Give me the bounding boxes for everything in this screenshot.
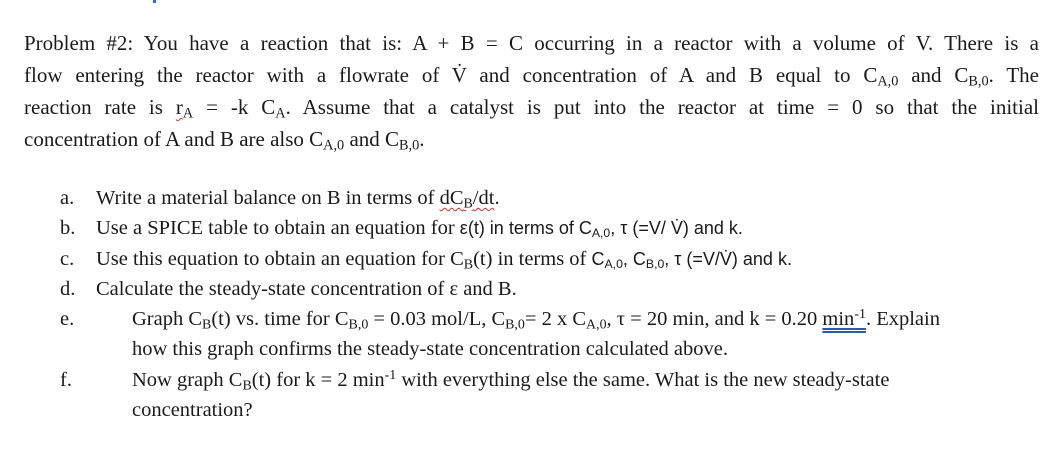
item-text: Write a material balance on B in terms of $dC_B/dt$. [96, 187, 500, 212]
problem-line-3: reaction rate is $r_A = -k$ $C_A$. Assume that a catalyst is put into the reactor at time = 0 so that the initial [24, 95, 1039, 122]
list-item [60, 274, 1050, 304]
item-marker: d. [60, 277, 76, 300]
list-item [60, 304, 1050, 365]
item-text: Calculate the steady-state concentration of ε and B. [96, 277, 517, 300]
blue-dot-mark [153, 0, 156, 3]
item-marker: a. [60, 187, 75, 209]
problem-line-2: flow entering the reactor with a flowrate of V̇ and concentration of A and B equal to $C_{A,0}$ and $C_{B,0}$. The [24, 63, 1039, 90]
item-marker: f. [60, 368, 72, 391]
problem-line-1: Problem #2: You have a reaction that is: A + B = C occurring in a reactor with a volume of V. There is a [24, 31, 1039, 55]
item-text: Graph $C_B(t)$ vs. time for $C_{B,0} = 0.03$ mol/L, $C_{B,0}= 2$ x $C_{A,0}$, τ = 20 min, and k = 0.20 $\min^{-1}$. Explain how this graph confirms the steady-state concentration calculated above. [132, 307, 940, 361]
item-text: Use a SPICE table to obtain an equation for ε(t) in terms of $C_{A,0}$, τ (=V/ V̇) and k. [96, 217, 743, 241]
item-text: Use this equation to obtain an equation for $C_B(t)$ in terms of $C_{A,0}$, $C_{B,0}$, τ (=V/V̇) and k. [96, 247, 792, 273]
list-item [60, 213, 1050, 243]
item-marker: b. [60, 217, 76, 240]
problem-line-4: concentration of A and B are also $C_{A,0}$ and $C_{B,0}$. [24, 127, 425, 154]
question-list [60, 183, 1050, 425]
item-marker: c. [60, 247, 75, 270]
item-marker: e. [60, 308, 75, 331]
list-item [60, 365, 1050, 426]
item-text: Now graph $C_B(t)$ for k = 2 $\min^{-1}$ with everything else the same. What is the new steady-state concentration? [132, 367, 890, 422]
list-item [60, 183, 1050, 213]
list-item [60, 244, 1050, 274]
problem-statement [24, 27, 1039, 155]
